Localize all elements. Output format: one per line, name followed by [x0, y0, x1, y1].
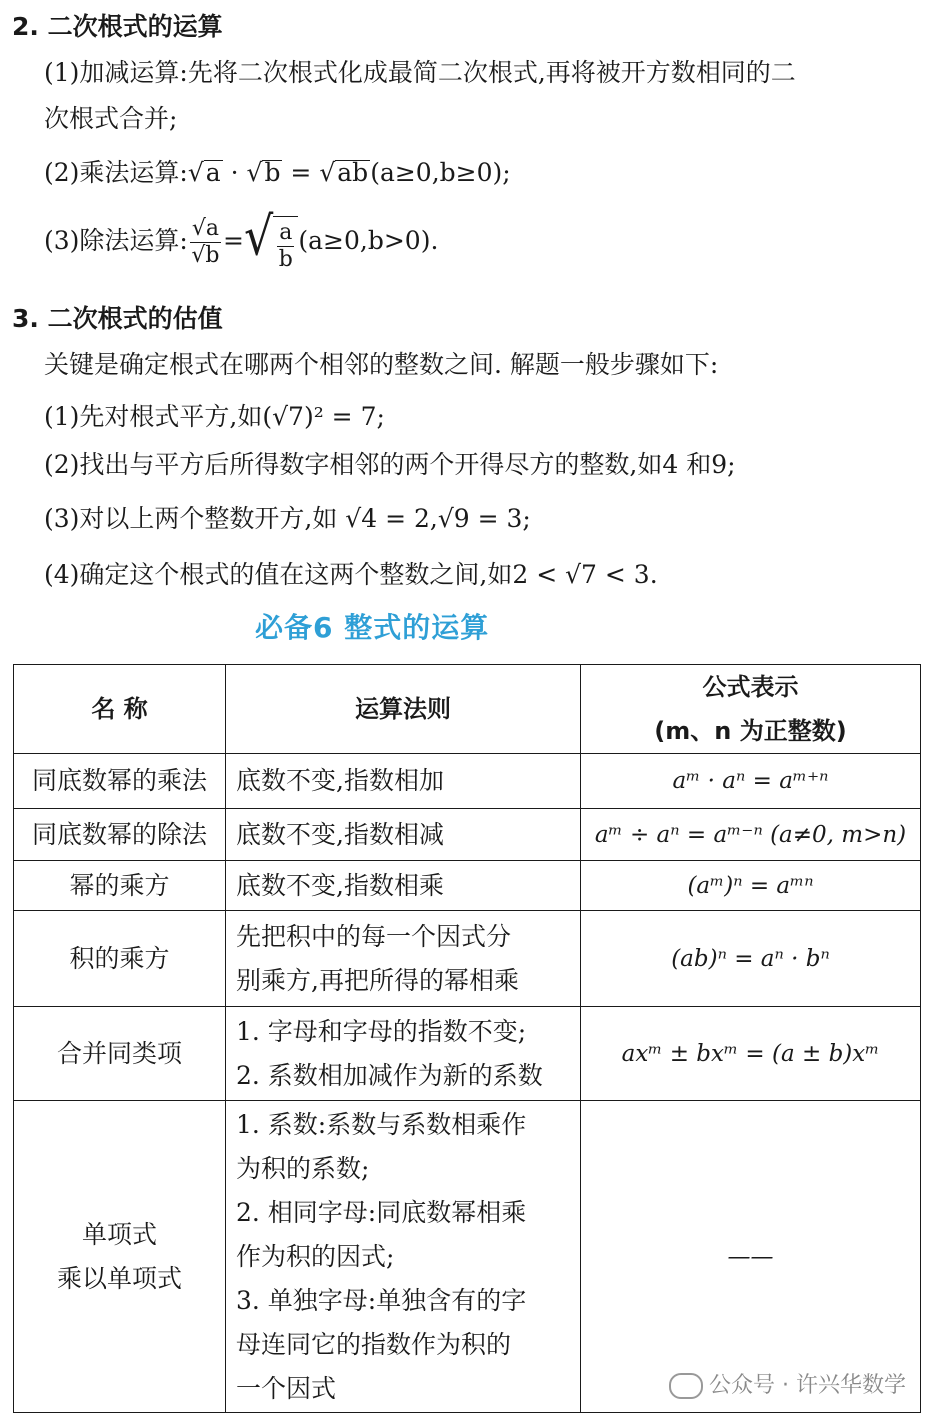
- row-rule-line: 一个因式: [236, 1373, 337, 1403]
- inner-denominator: b: [278, 247, 293, 272]
- section-3-heading: 3. 二次根式的估值: [12, 304, 223, 333]
- addition-rule-line-1: (1)加减运算:先将二次根式化成最简二次根式,再将被开方数相同的二: [44, 58, 796, 87]
- row-rule-line: 先把积中的每一个因式分: [236, 921, 512, 951]
- watermark: [669, 1368, 906, 1399]
- row-formula: axᵐ ± bxᵐ = (a ± b)xᵐ: [581, 1007, 921, 1101]
- row-formula: aᵐ ÷ aⁿ = aᵐ⁻ⁿ (a≠0, m>n): [581, 809, 921, 861]
- division-fraction: [190, 216, 221, 269]
- row-name: 积的乘方: [14, 911, 226, 1007]
- table-row: [14, 809, 921, 861]
- row-rule-line: 2. 相同字母:同底数幂相乘: [236, 1197, 527, 1227]
- division-label: (3)除法运算:: [44, 226, 188, 255]
- section-2-heading: 2. 二次根式的运算: [12, 12, 223, 41]
- sqrt-b: b: [264, 158, 281, 187]
- estimation-intro: 关键是确定根式在哪两个相邻的整数之间. 解题一般步骤如下:: [44, 350, 719, 379]
- division-rule: (3)除法运算: $\frac{√a}{√b}$ = √ $\frac{a}{b}$ (a≥0,b>0).: [44, 205, 439, 272]
- row-name: 同底数幂的除法: [14, 809, 226, 861]
- section-title: 必备6 整式的运算: [255, 611, 490, 644]
- fraction-denominator: √b: [191, 243, 220, 268]
- inner-numerator: a: [279, 220, 293, 245]
- row-rule-line: 1. 字母和字母的指数不变;: [236, 1016, 527, 1046]
- row-rule-line: 别乘方,再把所得的幂相乘: [236, 965, 519, 995]
- polynomial-operations-table: [13, 664, 921, 1413]
- row-rule-line: 为积的系数;: [236, 1153, 370, 1183]
- header-formula-line-1: 公式表示: [702, 673, 799, 701]
- table-row: [14, 911, 921, 1007]
- table-row: [14, 1101, 921, 1413]
- watermark-text: 公众号 · 许兴华数学: [709, 1373, 906, 1398]
- row-name-line: 乘以单项式: [56, 1263, 182, 1293]
- row-rule: 底数不变,指数相乘: [226, 861, 581, 911]
- header-formula-line-2: (m、n 为正整数): [654, 717, 847, 745]
- row-name: 合并同类项: [14, 1007, 226, 1101]
- row-rule: 底数不变,指数相加: [226, 754, 581, 809]
- row-formula: ——: [581, 1101, 921, 1413]
- row-rule-line: 2. 系数相加减作为新的系数: [236, 1060, 543, 1090]
- row-rule-line: 1. 系数:系数与系数相乘作: [236, 1109, 527, 1139]
- fraction-numerator: √a: [191, 216, 219, 241]
- multiplication-label: (2)乘法运算:: [44, 158, 188, 187]
- row-rule-line: 母连同它的指数作为积的: [236, 1329, 512, 1359]
- row-name-line: 单项式: [81, 1219, 157, 1249]
- estimation-step-2: (2)找出与平方后所得数字相邻的两个开得尽方的整数,如4 和9;: [44, 450, 736, 479]
- table-row: [14, 861, 921, 911]
- addition-rule-line-2: 次根式合并;: [44, 104, 178, 133]
- row-rule-line: 3. 单独字母:单独含有的字: [236, 1285, 527, 1315]
- row-name: 同底数幂的乘法: [14, 754, 226, 809]
- division-condition: (a≥0,b>0).: [298, 226, 439, 255]
- row-formula: (ab)ⁿ = aⁿ · bⁿ: [581, 911, 921, 1007]
- table-header-row: [14, 665, 921, 754]
- estimation-step-1: (1)先对根式平方,如(√7)² = 7;: [44, 402, 385, 431]
- row-formula: (aᵐ)ⁿ = aᵐⁿ: [581, 861, 921, 911]
- row-rule: 底数不变,指数相减: [226, 809, 581, 861]
- header-formula: [581, 665, 921, 754]
- multiplication-condition: (a≥0,b≥0);: [370, 158, 511, 187]
- big-sqrt: √ $\frac{a}{b}$: [244, 212, 298, 273]
- table-row: [14, 754, 921, 809]
- header-name: 名 称: [14, 665, 226, 754]
- estimation-step-3: (3)对以上两个整数开方,如 √4 = 2,√9 = 3;: [44, 504, 531, 533]
- row-name: [14, 1101, 226, 1413]
- row-rule: [226, 1007, 581, 1101]
- table-row: [14, 1007, 921, 1101]
- header-rule: 运算法则: [226, 665, 581, 754]
- sqrt-a: a: [205, 158, 221, 187]
- row-rule: [226, 1101, 581, 1413]
- sqrt-ab: ab: [337, 158, 369, 187]
- row-rule-line: 作为积的因式;: [236, 1241, 395, 1271]
- estimation-step-4: (4)确定这个根式的值在这两个整数之间,如2 < √7 < 3.: [44, 560, 658, 589]
- wechat-icon: [669, 1373, 703, 1399]
- row-formula: aᵐ · aⁿ = aᵐ⁺ⁿ: [581, 754, 921, 809]
- row-rule: [226, 911, 581, 1007]
- multiplication-rule: (2)乘法运算:√a · √b = √ab(a≥0,b≥0);: [44, 158, 511, 187]
- row-name: 幂的乘方: [14, 861, 226, 911]
